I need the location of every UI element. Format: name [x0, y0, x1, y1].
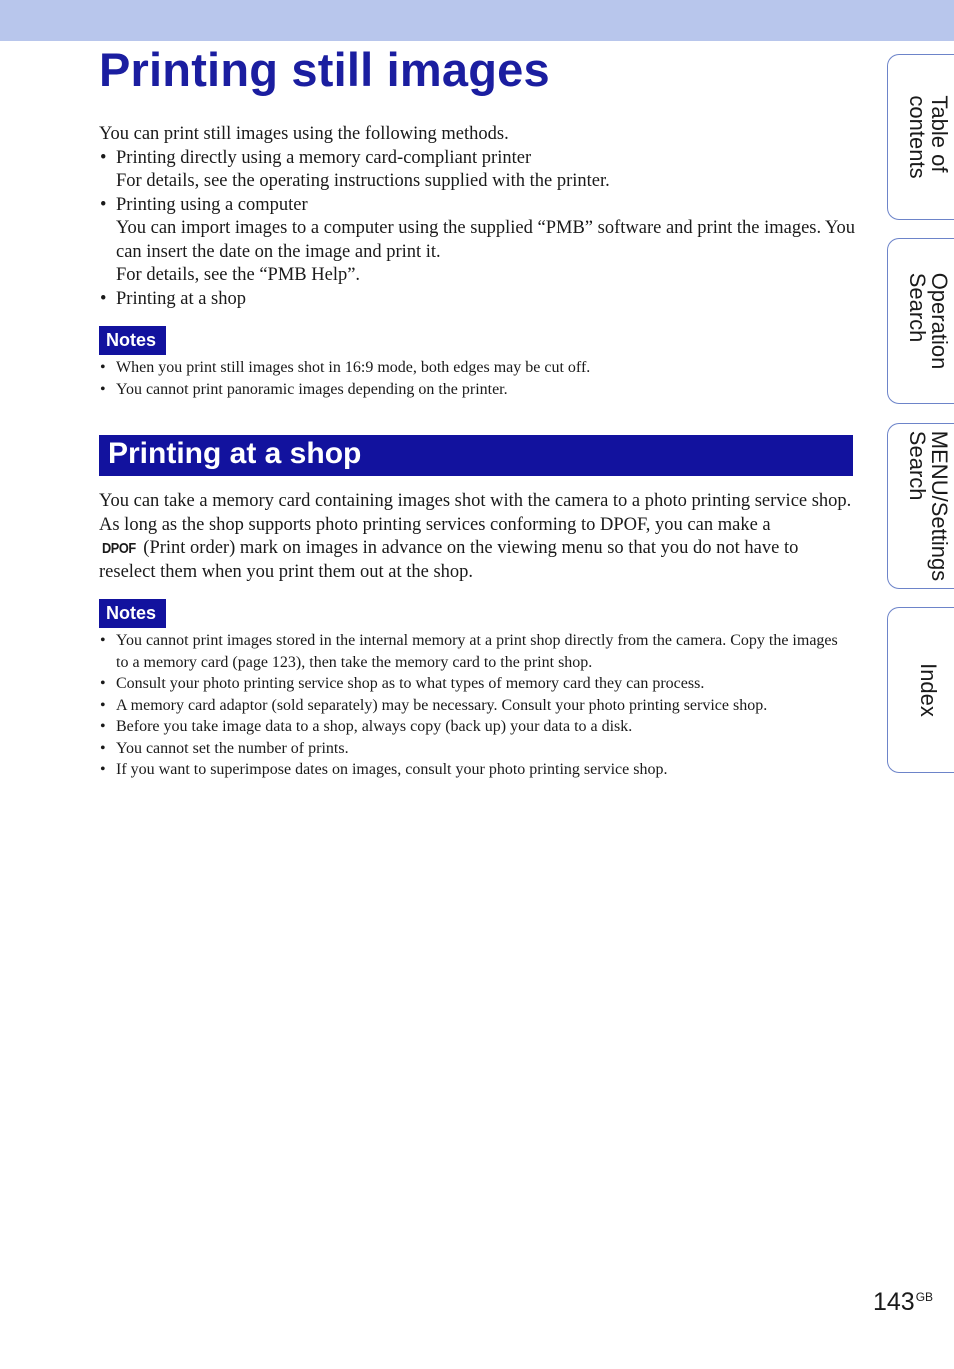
method-item — [99, 147, 859, 194]
intro-lead: You can print still images using the following methods. — [99, 124, 509, 144]
tab-label: Search — [904, 272, 930, 343]
page-number — [873, 1288, 933, 1317]
notes-label: Notes — [99, 599, 166, 628]
method-label: • Printing using a computer — [116, 194, 308, 215]
methods-list — [99, 147, 859, 312]
note-item: • Before you take image data to a shop, always copy (back up) your data to a disk. — [99, 716, 854, 738]
tab-index[interactable] — [887, 607, 954, 773]
method-item — [99, 288, 859, 312]
tab-label: Index — [915, 663, 941, 717]
method-label: • Printing at a shop — [116, 288, 247, 309]
shop-text-after: (Print order) mark on images in advance on the viewing menu so that you do not have to reselect them when you print them out at the shop. — [99, 538, 799, 582]
page-title: Printing still images — [99, 43, 550, 96]
method-detail: You can import images to a computer using the supplied “PMB” software and print the images. You can insert the date on the image and print it. — [116, 218, 856, 262]
shop-paragraph — [99, 490, 859, 584]
tab-menu-settings-search[interactable] — [887, 423, 954, 589]
note-item: • A memory card adaptor (sold separately) may be necessary. Consult your photo printing service shop. — [99, 695, 854, 717]
top-color-bar — [0, 0, 954, 41]
tab-label: contents — [904, 95, 930, 179]
note-item: • You cannot print images stored in the internal memory at a print shop directly from the camera. Copy the images to a memory card (page 123), then take the memory card to the print shop. — [99, 630, 854, 673]
tab-label: Table of — [926, 95, 952, 173]
note-item: • Consult your photo printing service shop as to what types of memory card they can process. — [99, 673, 854, 695]
method-detail: For details, see the operating instructions supplied with the printer. — [116, 171, 610, 191]
notes-list — [99, 630, 854, 781]
tab-operation-search[interactable] — [887, 238, 954, 404]
notes-label: Notes — [99, 326, 166, 355]
notes-list — [99, 357, 854, 400]
tab-label: Operation — [926, 272, 952, 370]
note-item: • When you print still images shot in 16:9 mode, both edges may be cut off. — [99, 357, 854, 379]
method-detail: For details, see the “PMB Help”. — [116, 265, 361, 285]
method-label: • Printing directly using a memory card-compliant printer — [116, 147, 532, 168]
shop-text-before: You can take a memory card containing images shot with the camera to a photo printing service shop. As long as the shop supports photo printing services conforming to DPOF, you can make a — [99, 491, 852, 535]
dpof-icon: DPOF — [101, 540, 136, 557]
intro-section — [99, 123, 859, 311]
page-number-suffix: GB — [915, 1290, 934, 1304]
note-item: • You cannot set the number of prints. — [99, 738, 854, 760]
page-number-value: 143 — [873, 1288, 915, 1316]
section-heading: Printing at a shop — [99, 435, 853, 476]
tab-table-of-contents[interactable] — [887, 54, 954, 220]
note-item: • You cannot print panoramic images depending on the printer. — [99, 379, 854, 401]
note-item: • If you want to superimpose dates on images, consult your photo printing service shop. — [99, 759, 854, 781]
method-item — [99, 194, 859, 288]
tab-label: Search — [904, 430, 930, 501]
tab-label: MENU/Settings — [926, 430, 952, 582]
